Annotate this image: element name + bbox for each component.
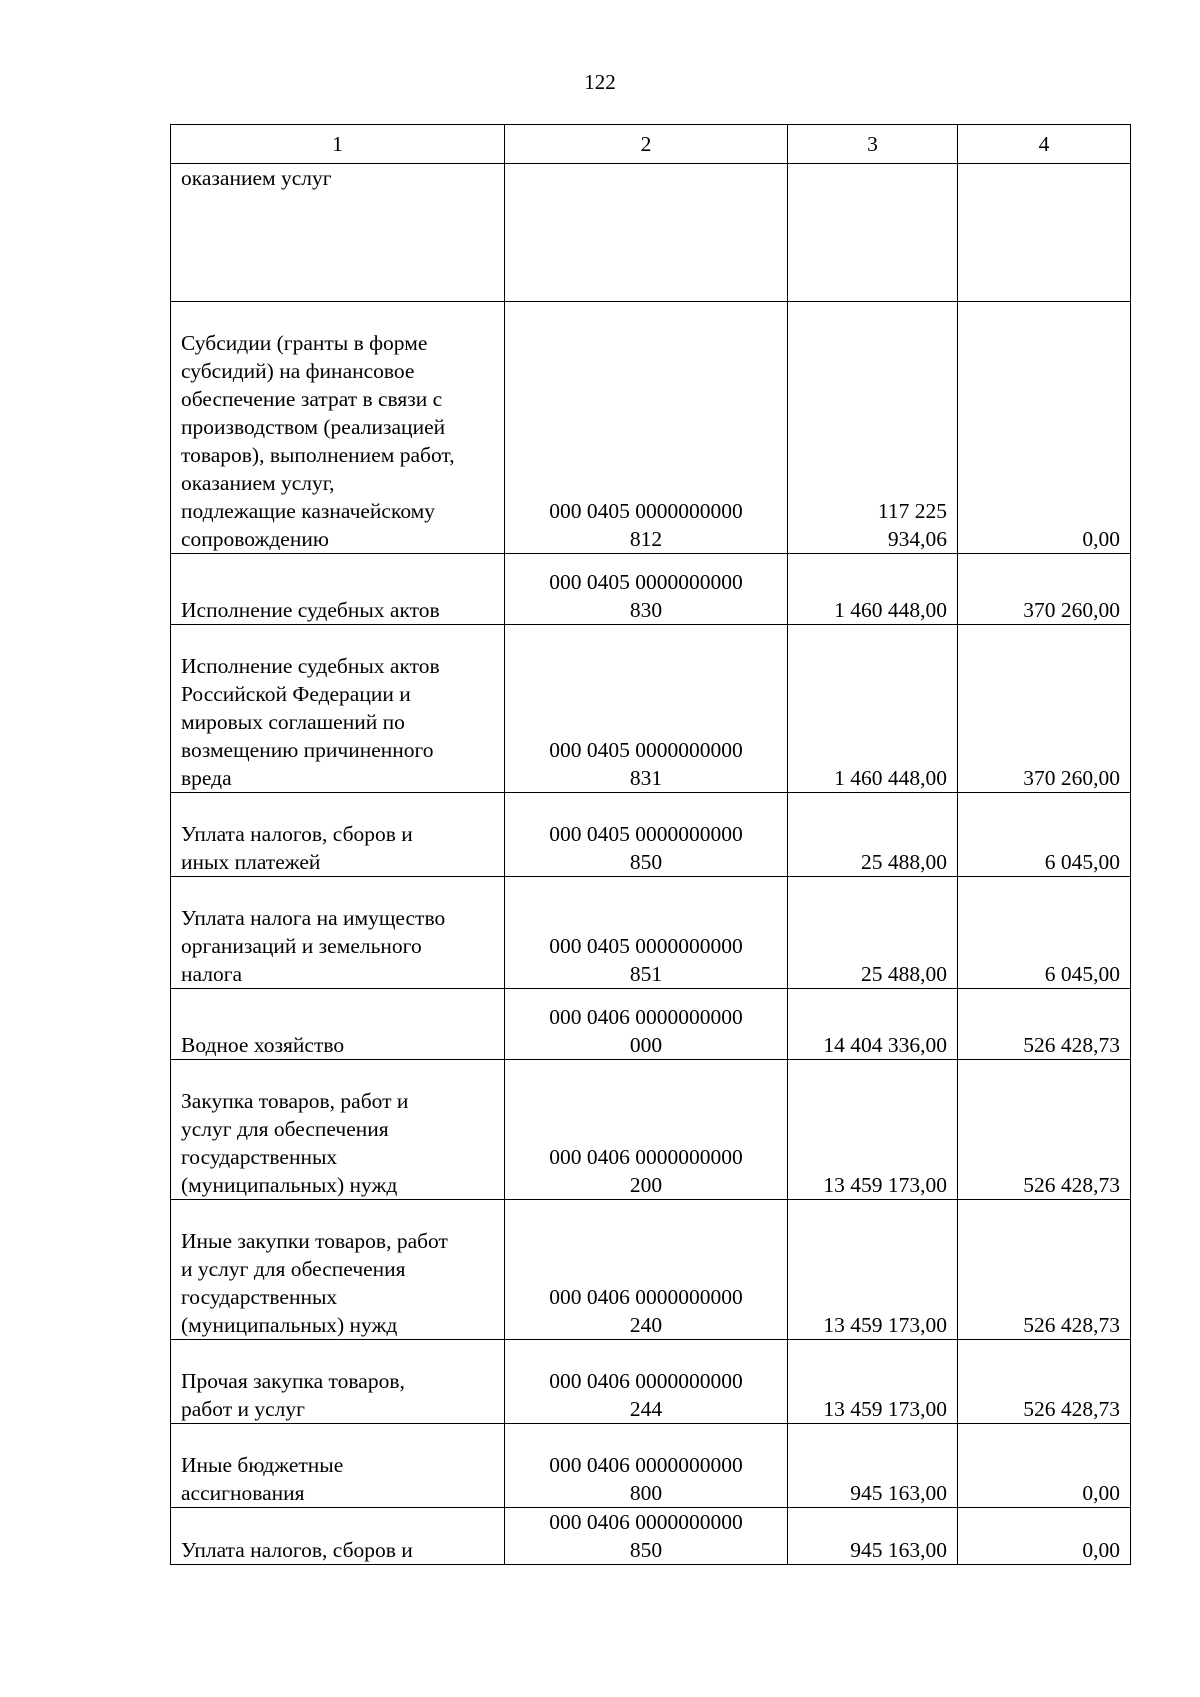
cell-line: оказанием услуг, [181,471,335,495]
cell-line: 6 045,00 [1044,962,1120,986]
cell-line: 25 488,00 [861,962,947,986]
cell-line: Прочая закупка товаров, [181,1369,405,1393]
cell-code [505,1200,788,1340]
cell-line: налога [181,962,243,986]
cell-line: Закупка товаров, работ и [181,1089,409,1113]
cell-line: оказанием услуг [181,166,332,190]
cell-line: 000 0406 0000000000 [549,1453,743,1477]
cell-col4 [958,1424,1131,1508]
cell-line: товаров), выполнением работ, [181,443,455,467]
cell-line: 830 [629,598,663,622]
cell-name [171,554,505,625]
cell-line: 0,00 [1082,1481,1120,1505]
cell-col4 [958,989,1131,1060]
header-col-1: 1 [171,125,505,164]
cell-line: Водное хозяйство [181,1033,345,1057]
cell-line: 945 163,00 [850,1538,947,1562]
cell-code [505,1340,788,1424]
page-number: 122 [584,70,616,94]
cell-line: 000 0406 0000000000 [549,1145,743,1169]
cell-line: 812 [629,527,663,551]
cell-line: 13 459 173,00 [823,1397,947,1421]
cell-line: 000 0405 0000000000 [549,934,743,958]
cell-line: Российской Федерации и [181,682,411,706]
cell-line: вреда [181,766,232,790]
cell-col3 [788,625,958,793]
table-row [171,625,1131,793]
cell-line: 1 460 448,00 [834,598,947,622]
cell-name [171,1340,505,1424]
table-row [171,554,1131,625]
cell-line: 370 260,00 [1023,598,1120,622]
cell-line: 526 428,73 [1023,1313,1120,1337]
cell-name [171,302,505,554]
header-col-2: 2 [505,125,788,164]
table-row [171,989,1131,1060]
cell-col3 [788,1200,958,1340]
cell-line: Исполнение судебных актов [181,598,440,622]
cell-line: 945 163,00 [850,1481,947,1505]
cell-line: 000 0405 0000000000 [549,570,743,594]
cell-name [171,1424,505,1508]
cell-line: 370 260,00 [1023,766,1120,790]
cell-line: Субсидии (гранты в форме [181,331,428,355]
table-body [171,164,1131,1565]
budget-table [170,124,1131,1565]
cell-line: государственных [181,1285,338,1309]
cell-line: субсидий) на финансовое [181,359,415,383]
cell-line: 0,00 [1082,527,1120,551]
cell-code [505,989,788,1060]
cell-line: 934,06 [887,527,947,551]
cell-name [171,793,505,877]
cell-col4 [958,793,1131,877]
table-row [171,302,1131,554]
cell-line: 6 045,00 [1044,850,1120,874]
table-row [171,877,1131,989]
header-col-4: 4 [958,125,1131,164]
cell-line: подлежащие казначейскому [181,499,436,523]
cell-col3 [788,1508,958,1565]
table-row [171,1424,1131,1508]
cell-line: 526 428,73 [1023,1397,1120,1421]
cell-col4 [958,554,1131,625]
cell-line: иных платежей [181,850,321,874]
cell-col4 [958,625,1131,793]
cell-name [171,625,505,793]
cell-line: 000 0405 0000000000 [549,499,743,523]
cell-line: 850 [629,850,663,874]
cell-name [171,1200,505,1340]
cell-line: производством (реализацией [181,415,446,439]
cell-col4 [958,164,1131,302]
cell-line: работ и услуг [181,1397,305,1421]
cell-name [171,164,505,302]
cell-line: Уплата налогов, сборов и [181,1538,413,1562]
cell-line: 244 [629,1397,663,1421]
cell-col4 [958,1200,1131,1340]
cell-code [505,1424,788,1508]
cell-col4 [958,1340,1131,1424]
cell-code [505,302,788,554]
cell-line: 200 [629,1173,663,1197]
table-row [171,164,1131,302]
cell-col3 [788,793,958,877]
cell-name [171,877,505,989]
cell-line: 14 404 336,00 [823,1033,947,1057]
table-row [171,1340,1131,1424]
header-col-3: 3 [788,125,958,164]
cell-line: 000 0405 0000000000 [549,738,743,762]
cell-line: 000 0406 0000000000 [549,1369,743,1393]
cell-line: (муниципальных) нужд [181,1173,398,1197]
cell-line: 526 428,73 [1023,1033,1120,1057]
cell-col3 [788,1340,958,1424]
cell-line: организаций и земельного [181,934,422,958]
cell-line: сопровождению [181,527,329,551]
cell-line: 13 459 173,00 [823,1173,947,1197]
cell-col3 [788,554,958,625]
cell-line: государственных [181,1145,338,1169]
cell-line: Иные закупки товаров, работ [181,1229,448,1253]
cell-line: и услуг для обеспечения [181,1257,406,1281]
cell-col3 [788,1424,958,1508]
table-row [171,1200,1131,1340]
cell-line: 526 428,73 [1023,1173,1120,1197]
cell-line: 000 0405 0000000000 [549,822,743,846]
cell-code [505,164,788,302]
cell-line: 000 [629,1033,663,1057]
cell-col4 [958,302,1131,554]
cell-line: 851 [629,962,663,986]
cell-col3 [788,989,958,1060]
table-row [171,1060,1131,1200]
cell-code [505,554,788,625]
cell-code [505,793,788,877]
cell-col4 [958,1508,1131,1565]
cell-line: 1 460 448,00 [834,766,947,790]
cell-line: Уплата налогов, сборов и [181,822,413,846]
cell-name [171,989,505,1060]
cell-line: 240 [629,1313,663,1337]
cell-col3 [788,302,958,554]
table-row [171,793,1131,877]
cell-col3 [788,877,958,989]
cell-line: Уплата налога на имущество [181,906,446,930]
table-header-row [171,125,1131,164]
cell-line: 831 [629,766,663,790]
cell-line: мировых соглашений по [181,710,405,734]
cell-line: 0,00 [1082,1538,1120,1562]
cell-code [505,1508,788,1565]
cell-line: 850 [629,1538,663,1562]
cell-name [171,1508,505,1565]
cell-col3 [788,1060,958,1200]
cell-line: Исполнение судебных актов [181,654,440,678]
cell-line: 800 [629,1481,663,1505]
cell-line: (муниципальных) нужд [181,1313,398,1337]
cell-name [171,1060,505,1200]
cell-line: ассигнования [181,1481,305,1505]
cell-line: Иные бюджетные [181,1453,344,1477]
table-row [171,1508,1131,1565]
cell-line: услуг для обеспечения [181,1117,389,1141]
cell-code [505,625,788,793]
cell-line: возмещению причиненного [181,738,434,762]
cell-line: 000 0406 0000000000 [549,1005,743,1029]
cell-line: 13 459 173,00 [823,1313,947,1337]
cell-line: 000 0406 0000000000 [549,1285,743,1309]
cell-line: обеспечение затрат в связи с [181,387,443,411]
cell-line: 25 488,00 [861,850,947,874]
cell-col4 [958,877,1131,989]
cell-col3 [788,164,958,302]
cell-code [505,877,788,989]
cell-col4 [958,1060,1131,1200]
cell-line: 117 225 [877,499,947,523]
cell-line: 000 0406 0000000000 [549,1510,743,1534]
cell-code [505,1060,788,1200]
